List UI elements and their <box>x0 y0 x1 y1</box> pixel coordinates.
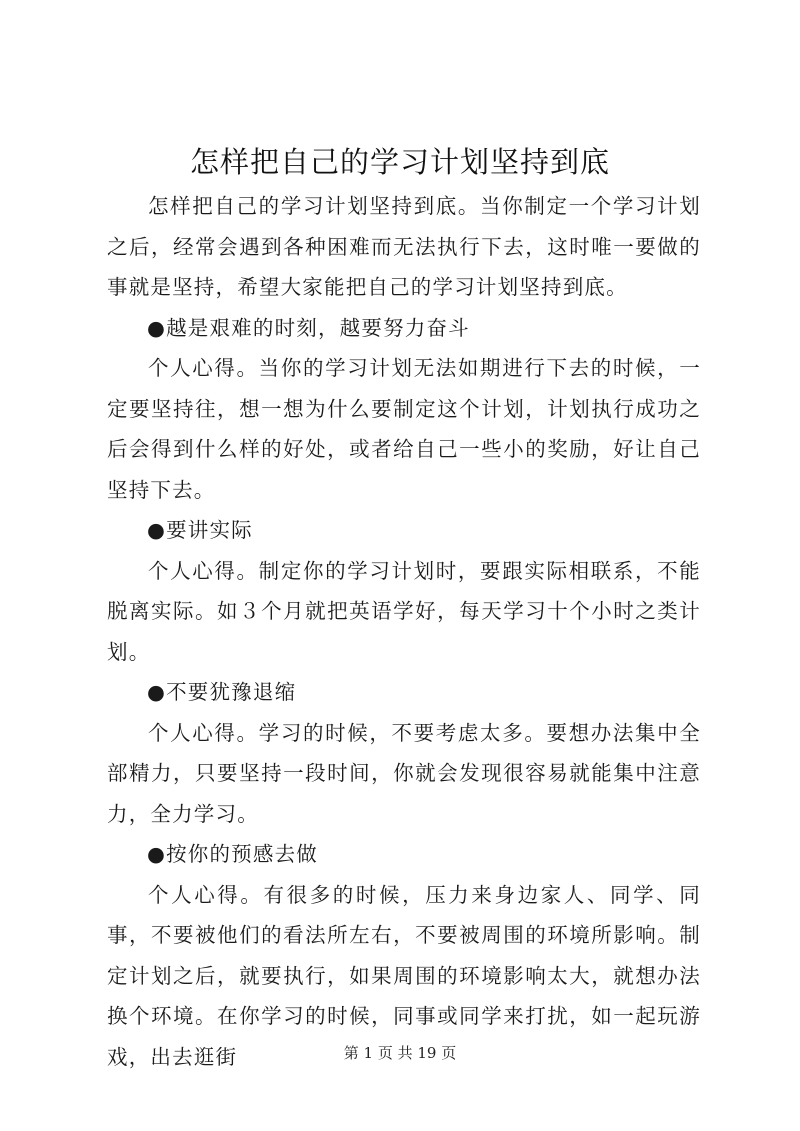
section-heading: ●要讲实际 <box>147 518 253 542</box>
section-paragraph: 个人心得。当你的学习计划无法如期进行下去的时候，一定要坚持往，想一想为什么要制定这个计划，计划执行成功之后会得到什么样的好处，或者给自己一些小的奖励，好让自己坚持下去。 <box>107 356 701 502</box>
document-body <box>107 186 701 1077</box>
section-heading: ●越是艰难的时刻，越要努力奋斗 <box>147 315 470 340</box>
intro-paragraph: 怎样把自己的学习计划坚持到底。当你制定一个学习计划之后，经常会遇到各种困难而无法执行下去，这时唯一要做的事就是坚持，希望大家能把自己的学习计划坚持到底。 <box>107 194 701 299</box>
section-heading: ●不要犹豫退缩 <box>147 680 297 704</box>
section-paragraph: 个人心得。制定你的学习计划时，要跟实际相联系，不能脱离实际。如３个月就把英语学好，每天学习十个小时之类计划。 <box>107 558 701 664</box>
section-heading: ●按你的预感去做 <box>147 842 318 866</box>
section-paragraph: 个人心得。学习的时候，不要考虑太多。要想办法集中全部精力，只要坚持一段时间，你就会发现很容易就能集中注意力，全力学习。 <box>107 720 701 826</box>
page-footer: 第 1 页 共 19 页 <box>343 1044 457 1062</box>
section-paragraph: 个人心得。有很多的时候，压力来身边家人、同学、同事，不要被他们的看法所左右，不要被周围的环境所影响。制定计划之后，就要执行，如果周围的环境影响太大，就想办法换个环境。在你学习的时候，同事或同学来打扰，如一起玩游戏，出去逛街 <box>107 882 701 1069</box>
page-title: 怎样把自己的学习计划坚持到底 <box>189 145 610 179</box>
